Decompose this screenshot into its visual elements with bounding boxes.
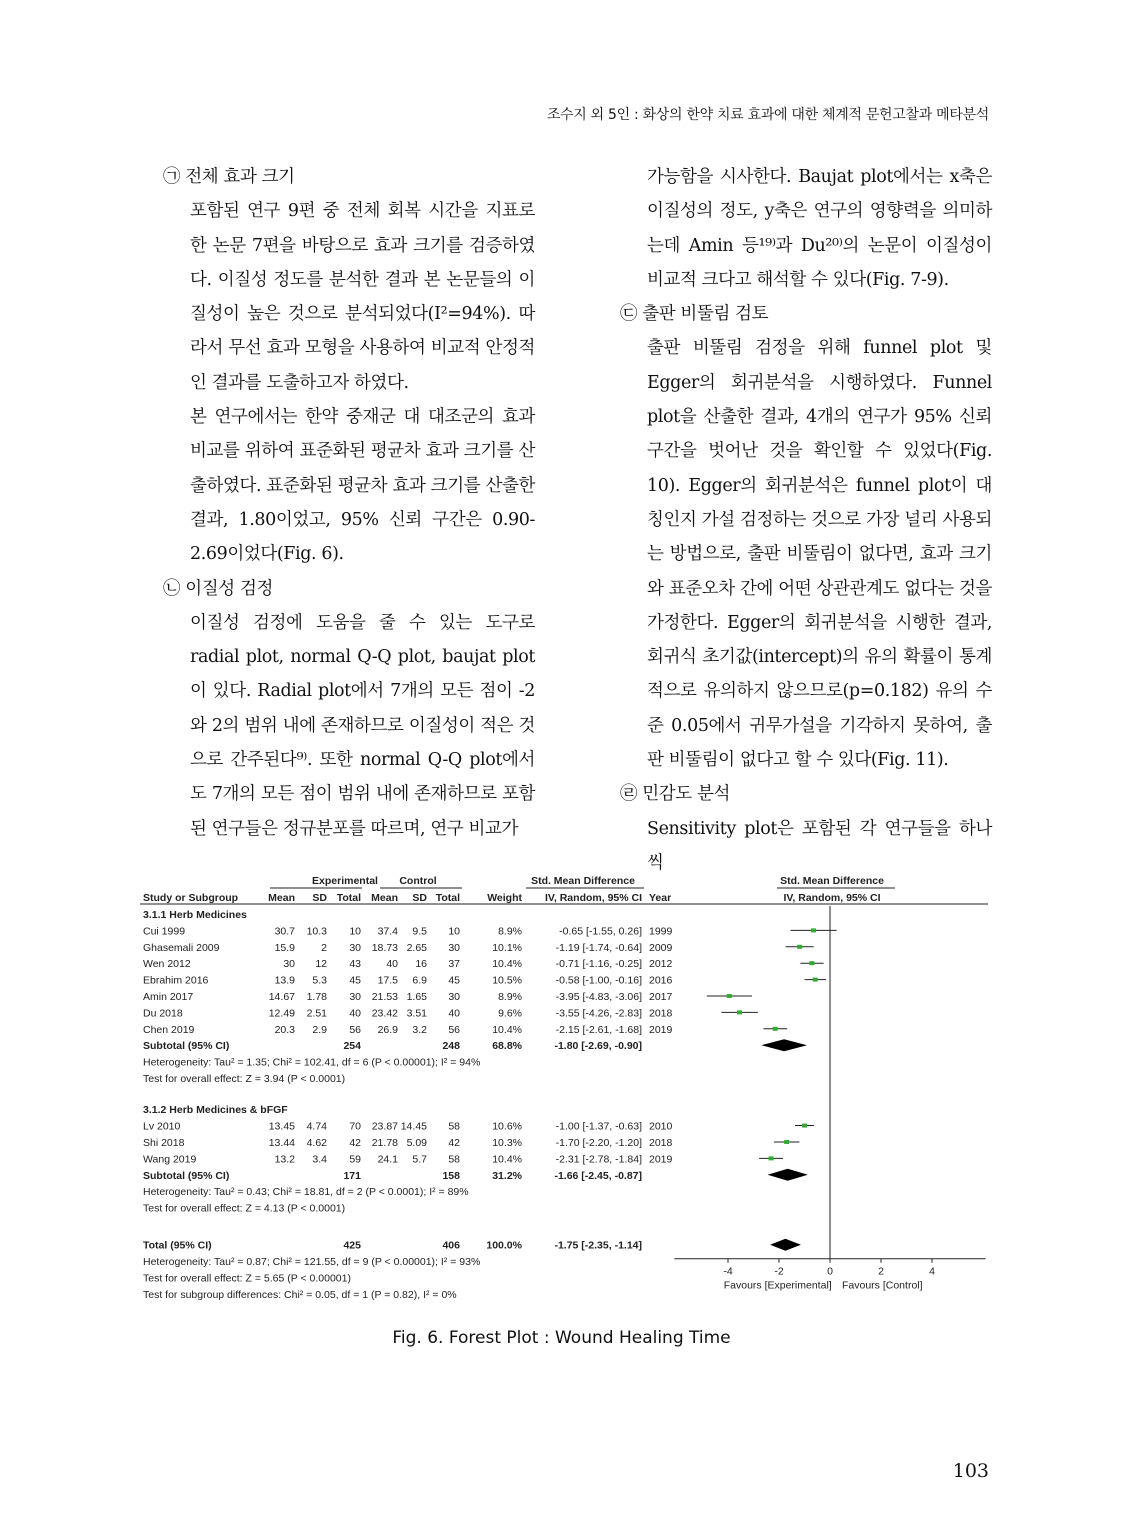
study-name: Cui 1999 — [143, 925, 186, 938]
study-marker — [769, 1156, 774, 1160]
exp-total: 30 — [349, 991, 361, 1003]
study-marker — [813, 978, 818, 982]
study-marker — [727, 994, 732, 998]
ctl-mean: 26.9 — [377, 1023, 398, 1036]
exp-mean: 13.2 — [274, 1153, 295, 1166]
study-name: Chen 2019 — [143, 1023, 195, 1036]
exp-total: 43 — [349, 958, 361, 971]
ctl-total: 58 — [448, 1120, 460, 1133]
ctl-total: 40 — [448, 1007, 460, 1020]
header-control: Control — [399, 875, 437, 887]
exp-total: 10 — [349, 925, 361, 938]
exp-total: 70 — [349, 1120, 361, 1133]
weight: 10.5% — [492, 974, 522, 987]
ctl-sd: 6.9 — [412, 974, 427, 987]
year: 2017 — [649, 991, 673, 1003]
section-heading: ㉢ 출판 비뚤림 검토 — [620, 304, 769, 325]
exp-sd: 5.3 — [312, 974, 327, 987]
overall-effect: Test for overall effect: Z = 3.94 (P < 0.0001) — [143, 1073, 346, 1085]
weight: 8.9% — [498, 991, 522, 1003]
weight: 10.1% — [492, 941, 522, 954]
header-smd-plot: Std. Mean Difference — [780, 875, 884, 887]
exp-mean: 30.7 — [274, 925, 295, 938]
summary-diamond — [761, 1039, 807, 1051]
column-header: Study or Subgroup — [143, 892, 239, 904]
exp-total: 30 — [349, 941, 361, 954]
study-name: Ghasemali 2009 — [143, 941, 220, 954]
study-marker — [797, 945, 802, 949]
overall-effect: Test for overall effect: Z = 4.13 (P < 0.0001) — [143, 1202, 346, 1215]
footer-stat: Heterogeneity: Tau² = 0.87; Chi² = 121.55, df = 9 (P < 0.00001); I² = 93% — [143, 1256, 481, 1269]
column-header: Mean — [371, 892, 398, 904]
ctl-total: 30 — [448, 941, 460, 954]
exp-total: 425 — [343, 1239, 361, 1252]
ci-text: -0.71 [-1.16, -0.25] — [555, 958, 642, 971]
ctl-total: 42 — [448, 1136, 460, 1149]
column-header: IV, Random, 95% CI — [544, 892, 642, 904]
section-heading: ㉣ 민감도 분석 — [620, 784, 730, 805]
weight: 100.0% — [486, 1239, 522, 1252]
exp-mean: 12.49 — [268, 1007, 295, 1020]
ctl-mean: 37.4 — [377, 925, 398, 938]
ctl-mean: 23.87 — [371, 1120, 398, 1133]
study-marker — [784, 1140, 789, 1144]
ctl-mean: 18.73 — [371, 941, 398, 954]
forest-plot-svg — [140, 872, 990, 1312]
exp-mean: 30 — [283, 958, 295, 971]
running-head: 조수지 외 5인 : 화상의 한약 치료 효과에 대한 체계적 문헌고찰과 메타분석 — [546, 107, 989, 123]
ci-text: -0.58 [-1.00, -0.16] — [555, 974, 642, 987]
exp-mean: 15.9 — [274, 941, 295, 954]
exp-mean: 13.45 — [268, 1120, 295, 1133]
year: 2018 — [649, 1007, 673, 1020]
ci-text: -1.66 [-2.45, -0.87] — [554, 1169, 642, 1182]
ctl-mean: 17.5 — [377, 974, 398, 987]
ctl-mean: 23.42 — [371, 1007, 398, 1020]
subtotal-label: Subtotal (95% CI) — [143, 1169, 230, 1182]
tick-label: -4 — [723, 1265, 733, 1278]
study-name: Amin 2017 — [143, 991, 194, 1003]
study-name: Shi 2018 — [143, 1136, 185, 1149]
total-label: Total (95% CI) — [143, 1239, 212, 1252]
year: 2019 — [649, 1153, 673, 1166]
exp-total: 40 — [349, 1007, 361, 1020]
study-marker — [773, 1027, 778, 1031]
ctl-total: 56 — [448, 1023, 460, 1036]
tick-label: 4 — [929, 1265, 935, 1278]
year: 1999 — [649, 925, 673, 938]
year: 2019 — [649, 1023, 673, 1036]
weight: 10.4% — [492, 1023, 522, 1036]
study-marker — [737, 1010, 742, 1014]
column-header: IV, Random, 95% CI — [783, 892, 881, 904]
exp-sd: 3.4 — [312, 1153, 327, 1166]
favours-control: Favours [Control] — [842, 1279, 923, 1292]
ctl-sd: 2.65 — [406, 941, 427, 954]
ci-text: -1.00 [-1.37, -0.63] — [555, 1120, 642, 1133]
year: 2018 — [649, 1136, 673, 1149]
ctl-total: 30 — [448, 991, 460, 1003]
study-marker — [809, 961, 814, 965]
favours-experimental: Favours [Experimental] — [723, 1279, 832, 1292]
exp-mean: 20.3 — [274, 1023, 295, 1036]
exp-mean: 13.44 — [268, 1136, 295, 1149]
subgroup-title: 3.1.1 Herb Medicines — [143, 909, 247, 921]
tick-label: -2 — [774, 1265, 784, 1278]
ci-text: -1.19 [-1.74, -0.64] — [555, 941, 642, 954]
exp-mean: 14.67 — [268, 991, 295, 1003]
column-header: SD — [412, 892, 427, 904]
weight: 10.4% — [492, 958, 522, 971]
study-name: Wen 2012 — [143, 958, 191, 971]
footer-stat: Test for overall effect: Z = 5.65 (P < 0.00001) — [143, 1272, 351, 1285]
weight: 31.2% — [492, 1169, 522, 1182]
ci-text: -1.70 [-2.20, -1.20] — [555, 1136, 642, 1149]
heterogeneity: Heterogeneity: Tau² = 0.43; Chi² = 18.81, df = 2 (P < 0.0001); I² = 89% — [143, 1186, 469, 1199]
figure-caption: Fig. 6. Forest Plot : Wound Healing Time — [392, 1328, 731, 1348]
exp-sd: 4.62 — [306, 1136, 327, 1149]
forest-plot — [140, 872, 990, 1312]
ctl-sd: 5.09 — [406, 1136, 427, 1149]
ctl-sd: 3.51 — [406, 1007, 427, 1020]
exp-sd: 2 — [321, 941, 327, 954]
ctl-sd: 5.7 — [412, 1153, 427, 1166]
header-experimental: Experimental — [312, 875, 378, 887]
weight: 9.6% — [498, 1007, 522, 1020]
section-heading: ㉡ 이질성 검정 — [163, 578, 273, 599]
summary-diamond — [770, 1239, 801, 1251]
tick-label: 2 — [878, 1265, 884, 1278]
exp-total: 42 — [349, 1136, 361, 1149]
study-name: Wang 2019 — [143, 1153, 197, 1166]
ctl-sd: 16 — [415, 958, 427, 971]
ctl-sd: 1.65 — [406, 991, 427, 1003]
column-header: Mean — [268, 892, 295, 904]
study-name: Ebrahim 2016 — [143, 974, 209, 987]
tick-label: 0 — [827, 1265, 833, 1278]
ctl-sd: 9.5 — [412, 925, 427, 938]
ctl-mean: 40 — [386, 958, 398, 971]
subgroup-title: 3.1.2 Herb Medicines & bFGF — [143, 1104, 288, 1117]
year: 2012 — [649, 958, 673, 971]
weight: 8.9% — [498, 925, 522, 938]
weight: 68.8% — [492, 1040, 522, 1053]
paragraph: 포함된 연구 9편 중 전체 회복 시간을 지표로 한 논문 7편을 바탕으로 효과 크기를 검증하였다. 이질성 정도를 분석한 결과 본 논문들의 이질성이 높은 것으로 분석되었다(I²=94%). 따라서 무선 효과 모형을 사용하여 비교적 안정적인 결과를 도출하고자 하였다. — [190, 201, 535, 393]
paragraph: 출판 비뚤림 검정을 위해 funnel plot 및 Egger의 회귀분석을 시행하였다. Funnel plot을 산출한 결과, 4개의 연구가 95% 신뢰구간을 벗어난 것을 확인할 수 있었다(Fig. 10). Egger의 회귀분석은 funnel plot이 대칭인지 가설 검정하는 것으로 가장 널리 사용되는 방법으로, 출판 비뚤림이 없다면, 효과 크기와 표준오차 간에 어떤 상관관계도 없다는 것을 가정한다. Egger의 회귀분석을 시행한 결과, 회귀식 초기값(intercept)의 유의 확률이 통계적으로 유의하지 않으므로(p=0.182) 유의 수준 0.05에서 귀무가설을 기각하지 못하여, 출판 비뚤림이 없다고 할 수 있다(Fig. 11). — [647, 338, 992, 771]
page-number: 103 — [952, 1460, 989, 1482]
weight: 10.4% — [492, 1153, 522, 1166]
ci-text: -1.75 [-2.35, -1.14] — [554, 1239, 642, 1252]
weight: 10.6% — [492, 1120, 522, 1133]
exp-mean: 13.9 — [274, 974, 295, 987]
ci-text: -2.15 [-2.61, -1.68] — [555, 1023, 642, 1036]
heterogeneity: Heterogeneity: Tau² = 1.35; Chi² = 102.41, df = 6 (P < 0.00001); I² = 94% — [143, 1056, 481, 1069]
ci-text: -3.55 [-4.26, -2.83] — [555, 1007, 642, 1020]
year: 2010 — [649, 1120, 673, 1133]
ctl-total: 37 — [448, 958, 460, 971]
year: 2016 — [649, 974, 673, 987]
section-heading: ㉠ 전체 효과 크기 — [163, 167, 295, 187]
paragraph: 가능함을 시사한다. Baujat plot에서는 x축은 이질성의 정도, y축은 연구의 영향력을 의미하는데 Amin 등¹⁹⁾과 Du²⁰⁾의 논문이 이질성이 비교적 크다고 해석할 수 있다(Fig. 7-9). — [647, 167, 992, 290]
ctl-mean: 21.78 — [371, 1136, 398, 1149]
study-name: Lv 2010 — [143, 1120, 181, 1133]
study-name: Du 2018 — [143, 1007, 183, 1020]
paragraph: Sensitivity plot은 포함된 각 연구들을 하나씩 — [647, 818, 992, 873]
ci-text: -2.31 [-2.78, -1.84] — [555, 1153, 642, 1166]
exp-total: 56 — [349, 1023, 361, 1036]
ctl-total: 58 — [448, 1153, 460, 1166]
ctl-mean: 24.1 — [377, 1153, 398, 1166]
ctl-total: 406 — [442, 1239, 460, 1252]
subtotal-label: Subtotal (95% CI) — [143, 1040, 230, 1053]
ci-text: -3.95 [-4.83, -3.06] — [555, 991, 642, 1003]
left-column — [163, 160, 535, 846]
ci-text: -1.80 [-2.69, -0.90] — [554, 1040, 642, 1053]
column-header: Weight — [487, 892, 522, 904]
exp-sd: 1.78 — [306, 991, 327, 1003]
exp-sd: 2.51 — [306, 1007, 327, 1020]
column-header: SD — [312, 892, 327, 904]
exp-total: 171 — [343, 1169, 361, 1182]
column-header: Total — [336, 892, 361, 904]
ctl-total: 158 — [442, 1169, 460, 1182]
exp-total: 45 — [349, 974, 361, 987]
ctl-total: 248 — [442, 1040, 460, 1053]
study-marker — [802, 1124, 807, 1128]
year: 2009 — [649, 941, 673, 954]
ctl-sd: 14.45 — [400, 1120, 427, 1133]
summary-diamond — [768, 1169, 808, 1181]
column-header: Year — [649, 892, 672, 904]
exp-sd: 12 — [315, 958, 327, 971]
ctl-sd: 3.2 — [412, 1023, 427, 1036]
right-column — [620, 160, 992, 880]
exp-sd: 4.74 — [306, 1120, 327, 1133]
footer-stat: Test for subgroup differences: Chi² = 0.05, df = 1 (P = 0.82), I² = 0% — [143, 1288, 457, 1301]
paragraph: 이질성 검정에 도움을 줄 수 있는 도구로 radial plot, normal Q-Q plot, baujat plot이 있다. Radial plot에서 7개의 모든 점이 -2와 2의 범위 내에 존재하므로 이질성이 적은 것으로 간주된다⁹⁾. 또한 normal Q-Q plot에서도 7개의 모든 점이 범위 내에 존재하므로 포함된 연구들은 정규분포를 따르며, 연구 비교가 — [190, 612, 535, 839]
exp-sd: 2.9 — [312, 1023, 327, 1036]
exp-sd: 10.3 — [306, 925, 327, 938]
ctl-total: 10 — [448, 925, 460, 938]
exp-total: 254 — [343, 1040, 361, 1053]
ci-text: -0.65 [-1.55, 0.26] — [559, 925, 642, 938]
weight: 10.3% — [492, 1136, 522, 1149]
column-header: Total — [435, 892, 460, 904]
paragraph: 본 연구에서는 한약 중재군 대 대조군의 효과 비교를 위하여 표준화된 평균차 효과 크기를 산출하였다. 표준화된 평균차 효과 크기를 산출한 결과, 1.80이었고, 95% 신뢰 구간은 0.90-2.69이었다(Fig. 6). — [190, 407, 535, 565]
exp-total: 59 — [349, 1153, 361, 1166]
ctl-total: 45 — [448, 974, 460, 987]
ctl-mean: 21.53 — [371, 991, 398, 1003]
header-smd: Std. Mean Difference — [531, 875, 635, 887]
study-marker — [811, 928, 816, 932]
